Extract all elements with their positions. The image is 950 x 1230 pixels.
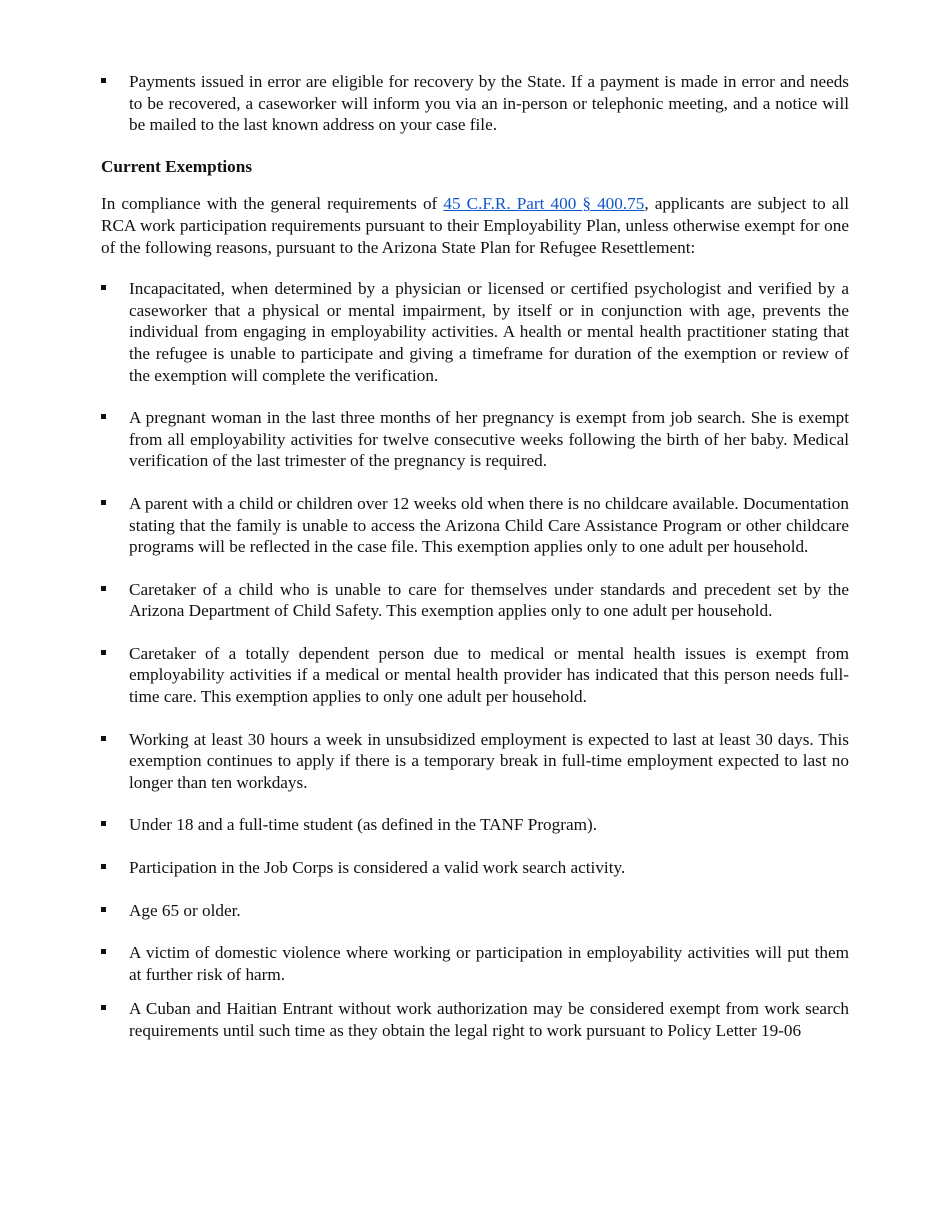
square-bullet-icon [101,821,106,826]
exemption-domestic-violence [101,942,849,985]
bullet-payments-recovery [101,71,849,136]
exemption-text: A pregnant woman in the last three months of her pregnancy is exempt from job search. She is exempt from all employability activities for twelve consecutive weeks following the birth of her baby. Medical verification of the last trimester of the pregnancy is required. [129,408,849,471]
exemption-incapacitated [101,278,849,386]
cfr-citation-link[interactable]: 45 C.F.R. Part 400 § 400.75 [443,194,645,214]
square-bullet-icon [101,907,106,912]
exemption-text: Working at least 30 hours a week in unsubsidized employment is expected to last at least 30 days. This exemption continues to apply if there is a temporary break in full-time employment expected to last no longer than ten workdays. [129,729,849,792]
exemption-text: A parent with a child or children over 12 weeks old when there is no childcare available. Documentation stating that the family is unable to access the Arizona Child Care Assistance Program or other childcare programs will be reflected in the case file. This exemption applies only to one adult per household. [129,493,849,557]
square-bullet-icon [101,285,106,290]
exemption-dependent-caretaker [101,643,849,708]
square-bullet-icon [101,500,106,505]
bullet-text: Payments issued in error are eligible for recovery by the State. If a payment is made in error and needs to be recovered, a caseworker will inform you via an in-person or telephonic meeting, and a notice will be mailed to the last known address on your case file. [129,72,849,135]
square-bullet-icon [101,864,106,869]
intro-paragraph [101,193,849,258]
exemption-text: Caretaker of a child who is unable to care for themselves under standards and precedent set by the Arizona Department of Child Safety. This exemption applies only to one adult per household. [129,579,849,621]
intro-text-before-link: In compliance with the general requirements of [101,194,444,214]
exemption-text: Caretaker of a totally dependent person due to medical or mental health issues is exempt from employability activities if a medical or mental health provider has indicated that this person needs full-time care. This exemption applies to only one adult per household. [129,643,849,707]
exemption-text: Under 18 and a full-time student (as defined in the TANF Program). [129,815,597,835]
exemption-text: A Cuban and Haitian Entrant without work authorization may be considered exempt from work search requirements until such time as they obtain the legal right to work pursuant to Policy Letter 19-06 [129,999,849,1040]
square-bullet-icon [101,949,106,954]
exemption-no-childcare [101,493,849,558]
exemption-child-caretaker [101,579,849,622]
exemption-text: A victim of domestic violence where working or participation in employability activities will put them at further risk of harm. [129,943,849,984]
square-bullet-icon [101,414,106,419]
section-heading: Current Exemptions [101,156,253,176]
intro-text-after-link: , applicants are subject to all RCA work participation requirements pursuant to their Employability Plan, unless otherwise exempt for one of the following reasons, pursuant to the Arizona State Plan for Refugee Resettlement: [101,194,849,257]
square-bullet-icon [101,586,106,591]
exemption-text: Age 65 or older. [129,900,241,920]
exemption-working-30-hours [101,729,849,794]
exemption-pregnant [101,407,849,472]
square-bullet-icon [101,1005,106,1010]
square-bullet-icon [101,736,106,741]
exemptions-list [101,278,849,1041]
exemption-age-65 [101,900,849,922]
exemption-job-corps [101,857,849,879]
square-bullet-icon [101,78,106,83]
exemption-cuban-haitian-entrant [101,998,849,1041]
exemption-text: Participation in the Job Corps is considered a valid work search activity. [129,858,626,878]
square-bullet-icon [101,650,106,655]
exemption-student-under-18 [101,814,849,836]
exemption-text: Incapacitated, when determined by a physician or licensed or certified psychologist and verified by a caseworker that a physical or mental impairment, by itself or in conjunction with age, prevents the individual from engaging in employability activities. A health or mental health practitioner stating that the refugee is unable to participate and giving a timeframe for duration of the exemption or review of the exemption will complete the verification. [129,279,849,385]
